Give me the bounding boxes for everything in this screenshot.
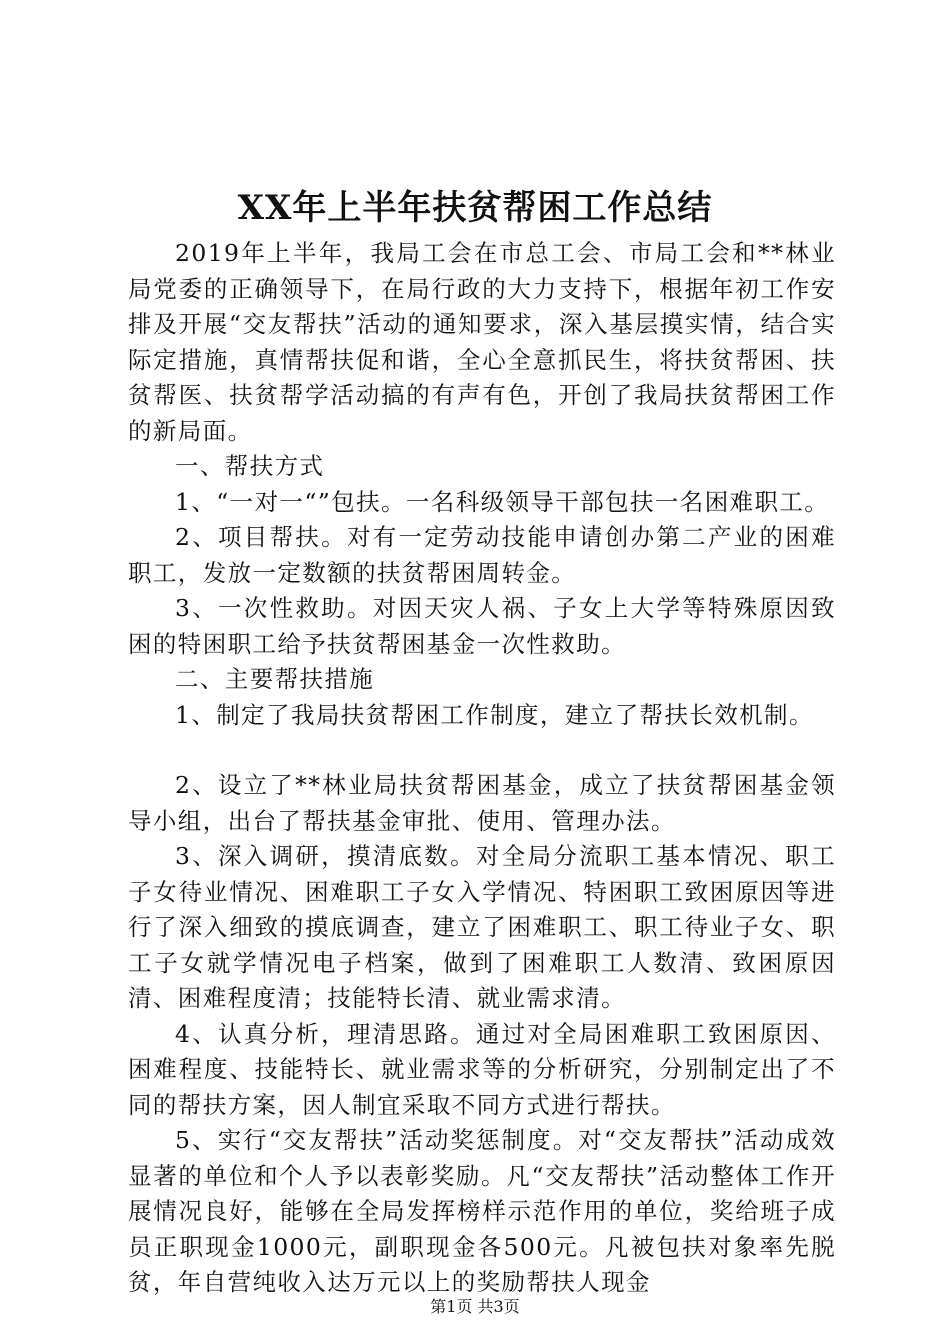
document-title: XX年上半年扶贫帮困工作总结 [237, 188, 713, 228]
intro-paragraph: 2019年上半年，我局工会在市总工会、市局工会和**林业局党委的正确领导下，在局行政的大力支持下，根据年初工作安排及开展“交友帮扶”活动的通知要求，深入基层摸实情，结合实际定措施，真情帮扶促和谐，全心全意抓民生，将扶贫帮困、扶贫帮医、扶贫帮学活动搞的有声有色，开创了我局扶贫帮困工作的新局面。 [128, 239, 836, 445]
body-paragraph: 2、设立了**林业局扶贫帮困基金，成立了扶贫帮困基金领导小组，出台了帮扶基金审批、使用、管理办法。 [128, 771, 836, 835]
document-body [128, 236, 836, 1301]
body-paragraph: 3、一次性救助。对因天灾人祸、子女上大学等特殊原因致困的特困职工给予扶贫帮困基金一次性救助。 [128, 594, 836, 658]
body-paragraph: 4、认真分析，理清思路。通过对全局困难职工致困原因、困难程度、技能特长、就业需求等的分析研究，分别制定出了不同的帮扶方案，因人制宜采取不同方式进行帮扶。 [128, 1019, 836, 1119]
body-paragraph: 5、实行“交友帮扶”活动奖惩制度。对“交友帮扶”活动成效显著的单位和个人予以表彰奖励。凡“交友帮扶”活动整体工作开展情况良好，能够在全局发挥榜样示范作用的单位，奖给班子成员正职现金1000元，副职现金各500元。凡被包扶对象率先脱贫，年自营纯收入达万元以上的奖励帮扶人现金 [128, 1126, 836, 1296]
body-paragraph: 3、深入调研，摸清底数。对全局分流职工基本情况、职工子女待业情况、困难职工子女入学情况、特困职工致困原因等进行了深入细致的摸底调查，建立了困难职工、职工待业子女、职工子女就学情况电子档案，做到了困难职工人数清、致困原因清、困难程度清；技能特长清、就业需求清。 [128, 842, 836, 1012]
page-number-footer: 第1页 共3页 [430, 1297, 520, 1316]
section-heading-main-measures: 二、主要帮扶措施 [175, 665, 375, 693]
section-heading-help-methods: 一、帮扶方式 [175, 452, 325, 480]
body-paragraph: 2、项目帮扶。对有一定劳动技能申请创办第二产业的困难职工，发放一定数额的扶贫帮困周转金。 [128, 523, 836, 587]
body-paragraph: 1、“一对一“”包扶。一名科级领导干部包扶一名困难职工。 [175, 487, 830, 516]
body-paragraph: 1、制定了我局扶贫帮困工作制度，建立了帮扶长效机制。 [175, 700, 814, 729]
